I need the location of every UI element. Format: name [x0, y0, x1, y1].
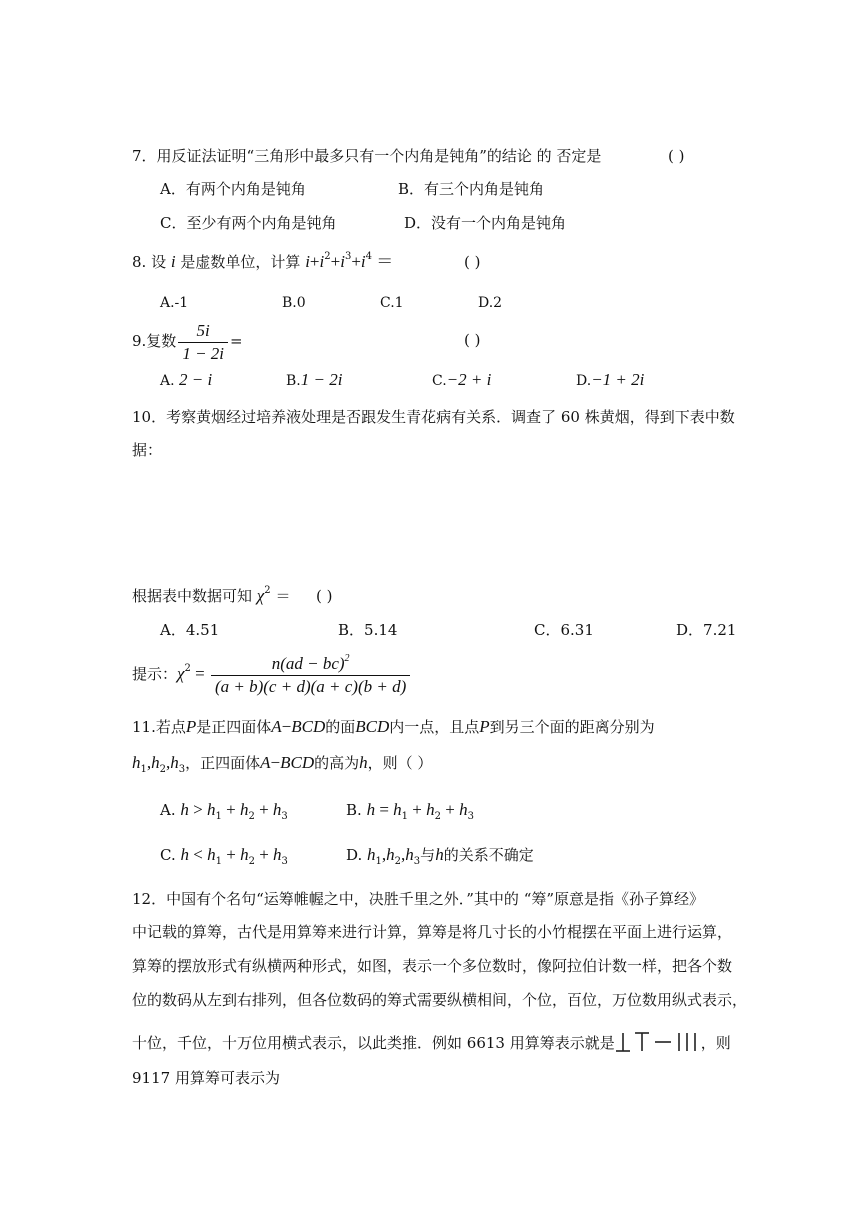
q8-option-a: A.-1	[160, 295, 189, 311]
q9-eq: =	[230, 332, 243, 350]
q8-paren: ( )	[464, 253, 481, 271]
q9-option-d: D.−1 + 2i	[576, 370, 645, 389]
q11-option-b: B. $h = h_1 + h_2 + h_3$	[346, 800, 474, 822]
q8-option-d: D.2	[478, 295, 503, 311]
q10-line1: 10．考察黄烟经过培养液处理是否跟发生青花病有关系．调查了 60 株黄烟，得到下表中数	[132, 408, 735, 426]
q12-line6: 9117 用算筹可表示为	[132, 1069, 280, 1087]
q7-option-d: D．没有一个内角是钝角	[404, 214, 567, 232]
formula-numerator: n(ad − bc)$^2$	[211, 653, 410, 676]
q10-ask-pre: 根据表中数据可知	[132, 587, 253, 605]
q10-hint-line: 提示：$\chi^2$ = $\frac{n(ad - bc)^2}{(a + b)(c + d)(a + c)(b + d)}$	[132, 650, 412, 698]
counting-rods-6613-image	[615, 1030, 701, 1054]
q7-option-a: A．有两个内角是钝角	[160, 180, 306, 198]
q8-stem-mid: 是虚数单位，计算	[180, 253, 301, 271]
q7-stem-line	[132, 146, 601, 166]
q12-line3: 算筹的摆放形式有纵横两种形式，如图，表示一个多位数时，像阿拉伯计数一样，把各个数	[132, 957, 733, 975]
q11-option-c: C. $h < h_1 + h_2 + h_3$	[160, 845, 288, 867]
q11-option-a: A. $h > h_1 + h_2 + h_3$	[160, 800, 288, 822]
q10-paren: ( )	[316, 587, 333, 605]
q9-frac-den: 1 − 2i	[182, 343, 225, 363]
q12-line5-post: ，则	[700, 1034, 731, 1052]
q7-option-b: B．有三个内角是钝角	[398, 180, 545, 198]
formula-denominator: (a + b)(c + d)(a + c)(b + d)	[214, 676, 407, 696]
q11-line2: $h_1,h_2,h_3$，正四面体A−BCD的高为h，则（ ）	[132, 753, 433, 775]
q9-frac-num: 5i	[178, 320, 228, 343]
q12-line5	[132, 1030, 731, 1054]
q8-option-c: C.1	[380, 295, 404, 311]
q10-hint: 提示：	[132, 665, 178, 683]
q7-stem: 7．用反证法证明“三角形中最多只有一个内角是钝角”的结论 的 否定是	[132, 147, 602, 165]
q10-line2: 据：	[132, 441, 163, 459]
q11-line1: 11.若点P是正四面体A−BCD的面BCD内一点，且点P到另三个面的距离分别为	[132, 717, 655, 736]
q7-option-c: C．至少有两个内角是钝角	[160, 214, 337, 232]
q7-paren: ( )	[668, 147, 685, 165]
q10-ask-post: ＝	[275, 587, 291, 605]
chi-square-symbol: χ	[256, 586, 265, 605]
q9-stem: 9.复数	[132, 332, 177, 350]
q9-fraction	[178, 320, 228, 365]
q10-option-a: A．4.51	[160, 621, 220, 639]
q9-option-c: C.−2 + i	[432, 370, 492, 389]
q10-option-b: B．5.14	[338, 621, 398, 639]
q9-stem-line	[132, 317, 243, 365]
q10-option-c: C．6.31	[534, 621, 594, 639]
q9-option-a-value: 2 − i	[179, 370, 213, 389]
q12-line5-pre: 十位，千位，十万位用横式表示，以此类推．例如 6613 用算筹表示就是	[132, 1034, 615, 1052]
q8-stem-line: 8. 设 i 是虚数单位，计算 $i+i^2+i^3+i^4$ ＝	[132, 251, 394, 271]
q10-option-d: D．7.21	[676, 621, 737, 639]
q10-ask-line: 根据表中数据可知 $\chi^2$ ＝	[132, 585, 291, 605]
q9-option-b: B.1 − 2i	[286, 370, 343, 389]
q11-option-d: D. $h_1,h_2,h_3$与h的关系不确定	[346, 845, 534, 867]
q9-option-d-value: −1 + 2i	[591, 370, 645, 389]
q9-option-b-value: 1 − 2i	[300, 370, 343, 389]
q8-stem: 8. 设	[132, 253, 167, 271]
q12-line2: 中记载的算筹，古代是用算筹来进行计算，算筹是将几寸长的小竹棍摆在平面上进行运算，	[132, 923, 733, 941]
q9-option-a: A. 2 − i	[160, 370, 213, 389]
q8-option-b: B.0	[282, 295, 306, 311]
q9-paren: ( )	[464, 331, 481, 349]
chi-square-formula	[211, 653, 410, 698]
q12-line4: 位的数码从左到右排列，但各位数码的筹式需要纵横相间，个位，百位，万位数用纵式表示，	[132, 991, 748, 1009]
q8-imag-unit: i	[170, 252, 176, 271]
q9-option-c-value: −2 + i	[446, 370, 492, 389]
q12-line1: 12．中国有个名句“运筹帷幄之中，决胜千里之外．”其中的 “筹”原意是指《孙子算经》	[132, 890, 705, 908]
q8-expression: i	[305, 252, 310, 271]
